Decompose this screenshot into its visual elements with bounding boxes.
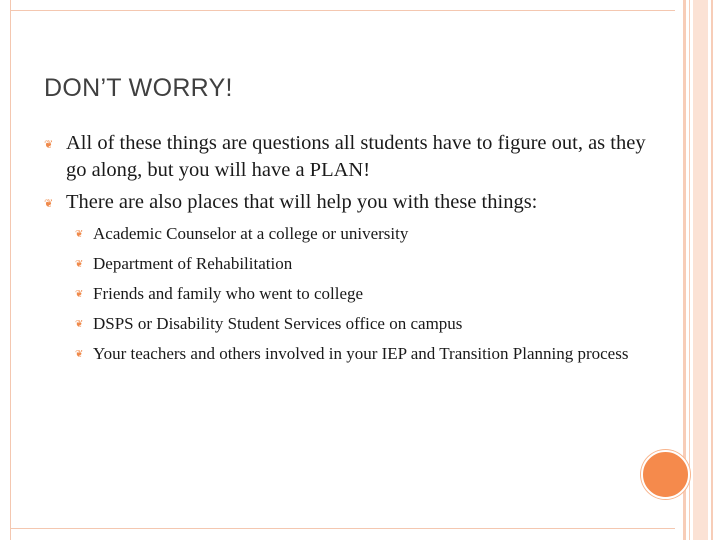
sub-bullet-text: Friends and family who went to college xyxy=(93,284,364,303)
feather-bullet-icon: ❦ xyxy=(75,289,84,300)
feather-bullet-icon: ❦ xyxy=(75,259,84,270)
sub-bullet-item xyxy=(75,281,664,306)
frame-left-border xyxy=(10,0,11,540)
frame-bottom-border xyxy=(10,528,675,529)
sub-bullet-item xyxy=(75,341,664,367)
decorative-stripe xyxy=(711,0,713,540)
frame-top-border xyxy=(10,10,675,11)
decorative-circle xyxy=(641,450,690,499)
decorative-stripe xyxy=(693,0,708,540)
sub-bullet-text: DSPS or Disability Student Services office on campus xyxy=(93,314,463,333)
bullet-text: There are also places that will help you with these things: xyxy=(66,191,538,213)
feather-bullet-icon: ❦ xyxy=(44,139,54,151)
bullet-text: All of these things are questions all students have to figure out, as they go along, but you will have a PLAN! xyxy=(66,132,646,181)
sub-bullet-item xyxy=(75,221,664,246)
sub-bullet-item xyxy=(75,311,664,336)
sub-bullet-item xyxy=(75,251,664,276)
decorative-stripe xyxy=(689,0,690,540)
feather-bullet-icon: ❦ xyxy=(75,349,84,360)
feather-bullet-icon: ❦ xyxy=(75,229,84,240)
sub-bullet-text: Department of Rehabilitation xyxy=(93,254,293,273)
feather-bullet-icon: ❦ xyxy=(44,198,54,210)
slide-title: DON’T WORRY! xyxy=(44,74,233,102)
sub-bullet-text: Your teachers and others involved in your IEP and Transition Planning process xyxy=(93,344,629,363)
bullet-list xyxy=(44,130,664,372)
feather-bullet-icon: ❦ xyxy=(75,319,84,330)
sub-bullet-text: Academic Counselor at a college or university xyxy=(93,224,409,243)
bullet-item xyxy=(44,130,664,184)
bullet-item xyxy=(44,189,664,216)
sub-bullet-list xyxy=(75,221,664,367)
